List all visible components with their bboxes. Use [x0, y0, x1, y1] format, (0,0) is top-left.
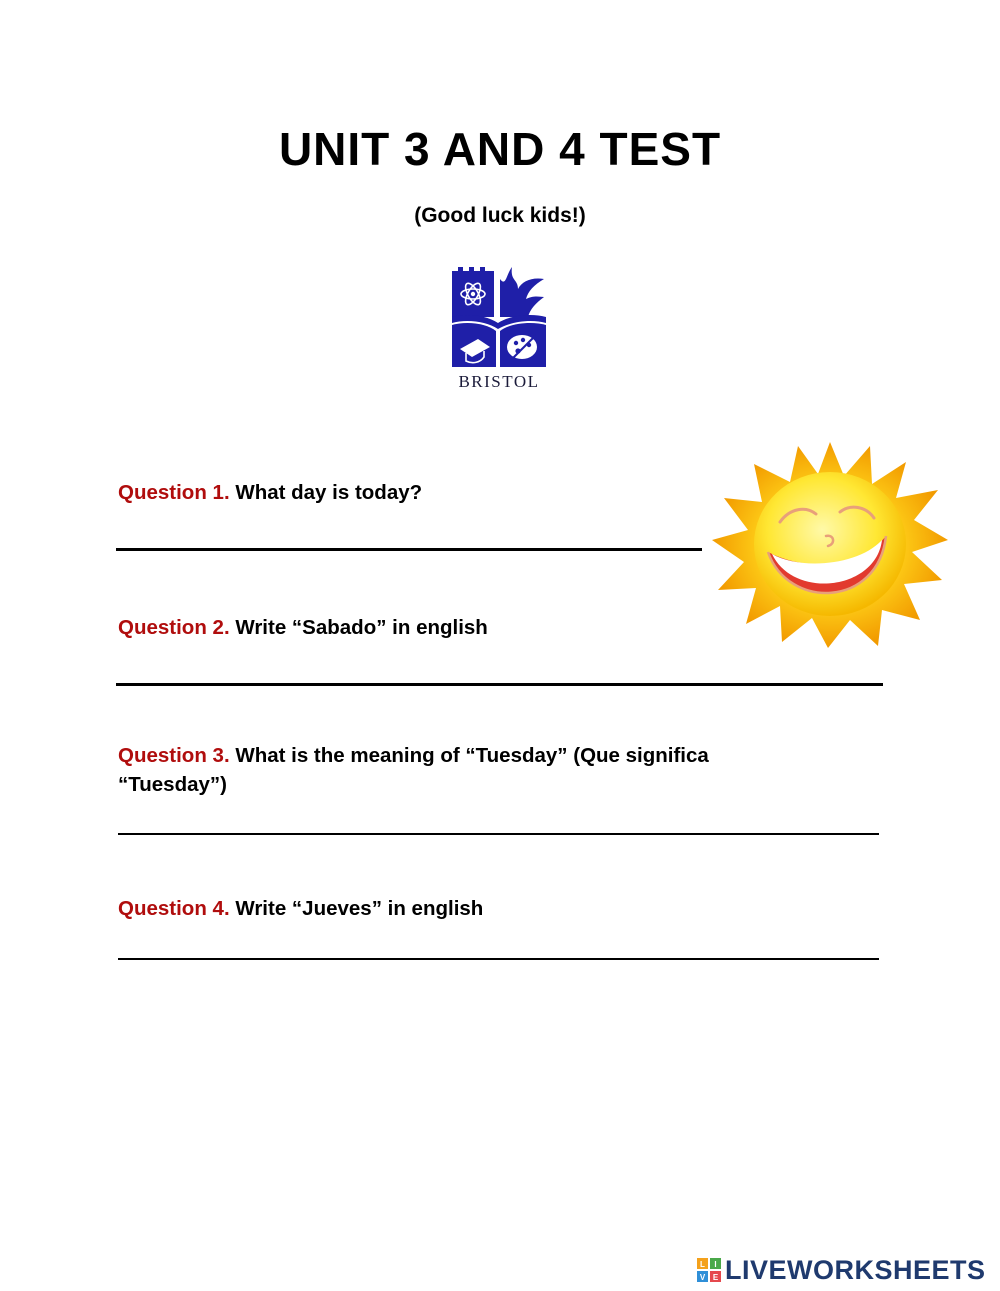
badge-letter-l: L: [700, 1260, 705, 1269]
page-subtitle: (Good luck kids!): [414, 204, 586, 227]
answer-line-1[interactable]: [116, 548, 702, 551]
badge-letter-v: V: [699, 1273, 706, 1282]
liveworksheets-brand: [697, 1255, 986, 1285]
question-1: Question 1. What day is today?: [118, 481, 423, 504]
badge-letter-i: I: [714, 1260, 717, 1269]
answer-line-2[interactable]: [116, 683, 883, 686]
question-4-text: Write “Jueves” in english: [235, 897, 484, 920]
page-title: UNIT 3 AND 4 TEST: [278, 123, 722, 175]
question-4: Question 4. Write “Jueves” in english: [118, 897, 484, 920]
question-1-text: What day is today?: [235, 481, 423, 504]
question-3-text: What is the meaning of “Tuesday” (Que significa: [235, 744, 709, 767]
question-2-text: Write “Sabado” in english: [235, 616, 488, 639]
question-2: Question 2. Write “Sabado” in english: [118, 616, 488, 639]
brand-wordmark: LIVEWORKSHEETS: [725, 1254, 986, 1285]
logo-wordmark: BRISTOL: [458, 372, 540, 391]
liveworksheets-logo-icon: [697, 1258, 721, 1282]
answer-line-4[interactable]: [118, 958, 879, 960]
question-3-label: Question 3: [118, 744, 224, 767]
question-2-label: Question 2: [118, 616, 224, 639]
badge-letter-e: E: [712, 1273, 719, 1282]
question-1-label: Question 1: [118, 481, 224, 504]
question-3: Question 3. What is the meaning of “Tuesday” (Que significa “Tuesday”): [118, 744, 709, 796]
question-3-text-line-2: “Tuesday”): [118, 773, 227, 796]
answer-line-3[interactable]: [118, 833, 879, 835]
smiling-sun-icon: [710, 440, 950, 650]
question-4-label: Question 4: [118, 897, 224, 920]
